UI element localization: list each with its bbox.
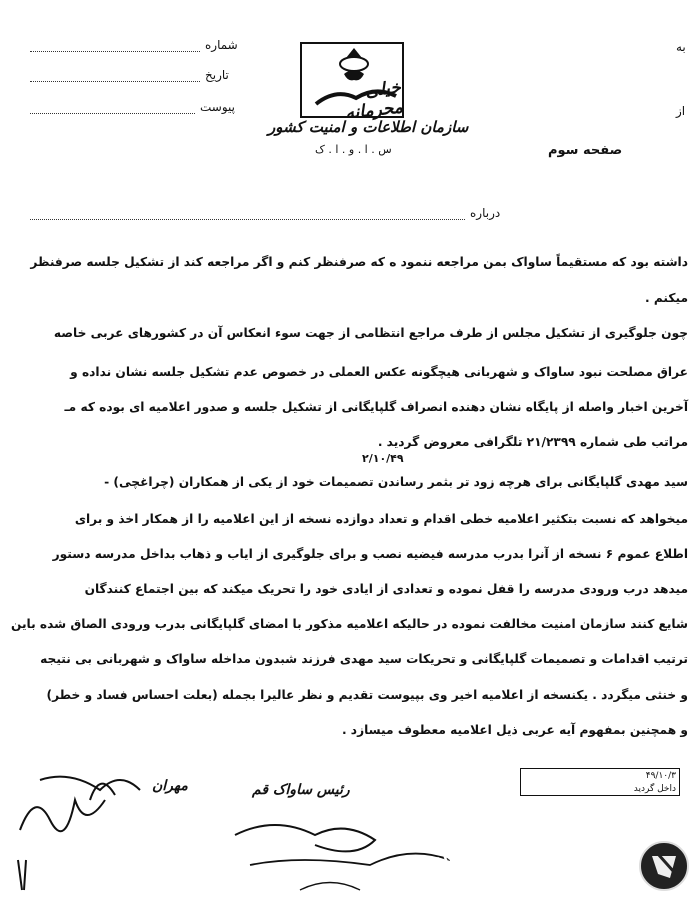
registry-number: ۴۹/۱۰/۳: [645, 771, 676, 781]
body-line: اطلاع عموم ۶ نسخه از آنرا بدرب مدرسه فیضیه نصب و برای جلوگیری از ایاب و ذهاب بداخل مدرسه دستور: [52, 547, 688, 561]
date-label: تاریخ: [205, 68, 229, 82]
body-line: شایع کنند سازمان امنیت مخالفت نموده در حالیکه اعلامیه مذکور با امضای گلپایگانی بدرب ورودی الصاق شده باین: [10, 617, 688, 631]
body-line: ترتیب اقدامات و تصمیمات گلپایگانی و تحریکات سید مهدی فرزند شبدون مداخله ساواک و شهربانی بی نتیجه: [40, 652, 688, 666]
date-line: [30, 80, 200, 82]
stamp-text: خیلی محرمانه: [344, 77, 404, 124]
body-line: داشته بود که مستقیماً ساواک بمن مراجعه ننمود ه که صرفنظر کنم و اگر مراجعه کند از تشکیل جلسه صرفنظر: [30, 255, 688, 269]
number-line: [30, 50, 200, 52]
subject-label: درباره: [470, 206, 501, 220]
attachment-line: [30, 112, 195, 114]
body-line: مراتب طی شماره ۲۱/۲۳۹۹ تلگرافی معروض گردید .: [377, 435, 688, 449]
watermark-title: مرکز بررسی اسناد تاریخی: [435, 846, 632, 864]
archive-logo-icon: [638, 840, 690, 892]
attachment-label: پیوست: [200, 100, 235, 114]
body-line: سید مهدی گلپایگانی برای هرچه زود تر بثمر رساندن تصمیمات خود از یکی از همکاران (چراغچی) -: [104, 475, 688, 489]
body-line: چون جلوگیری از تشکیل مجلس از طرف مراجع انتظامی از جهت سوء انعکاس آن در کشورهای عربی خاصه: [53, 326, 688, 340]
body-line: عراق مصلحت نبود ساواک و شهربانی هیچگونه عکس العملی در خصوص عدم تشکیل جلسه نشان نداده و: [70, 365, 688, 379]
body-line: و همچنین بمفهوم آیه عربی ذیل اعلامیه معطوف میسازد .: [341, 723, 688, 737]
subject-line: [30, 218, 465, 220]
organization-name: سازمان اطلاعات و امنیت کشور: [268, 118, 469, 136]
body-line: آخرین اخبار واصله از پایگاه نشان دهنده انصراف گلپایگانی از تشکیل جلسه و صدور اعلامیه ای بوده که مـ: [64, 400, 688, 414]
body-line: میخواهد که نسبت بتکثیر اعلامیه خطی اقدام و تعداد دوازده نسخه از این اعلامیه را از همکار اخذ و برای: [74, 512, 688, 526]
body-line: و خنثی میگردد . یکنسخه از اعلامیه اخیر وی بپیوست تقدیم و نظر عالیرا بجمله (بعلت احساس فساد و خطر): [46, 688, 688, 702]
signatory-name: مهران: [152, 778, 188, 794]
number-label: شماره: [205, 38, 238, 52]
registry-text: داخل گردید: [633, 784, 676, 794]
watermark: [420, 840, 690, 898]
from-label: از: [676, 104, 686, 118]
body-line: میدهد درب ورودی مدرسه را قفل نموده و تعدادی از ایادی خود را تحریک میکند که بین اجتماع کنندگان: [84, 582, 688, 596]
watermark-url: historydocuments.ir: [472, 870, 632, 886]
telegram-date: ۲/۱۰/۴۹: [362, 452, 404, 465]
savak-chief-title: رئیس ساواک قم: [252, 782, 350, 798]
confidential-stamp: [300, 42, 404, 124]
page-number: صفحه سوم: [548, 143, 623, 158]
organization-code: س . ا . و . ا . ک: [315, 143, 392, 156]
body-line: میکنم .: [644, 291, 688, 305]
to-label: به: [676, 40, 686, 54]
